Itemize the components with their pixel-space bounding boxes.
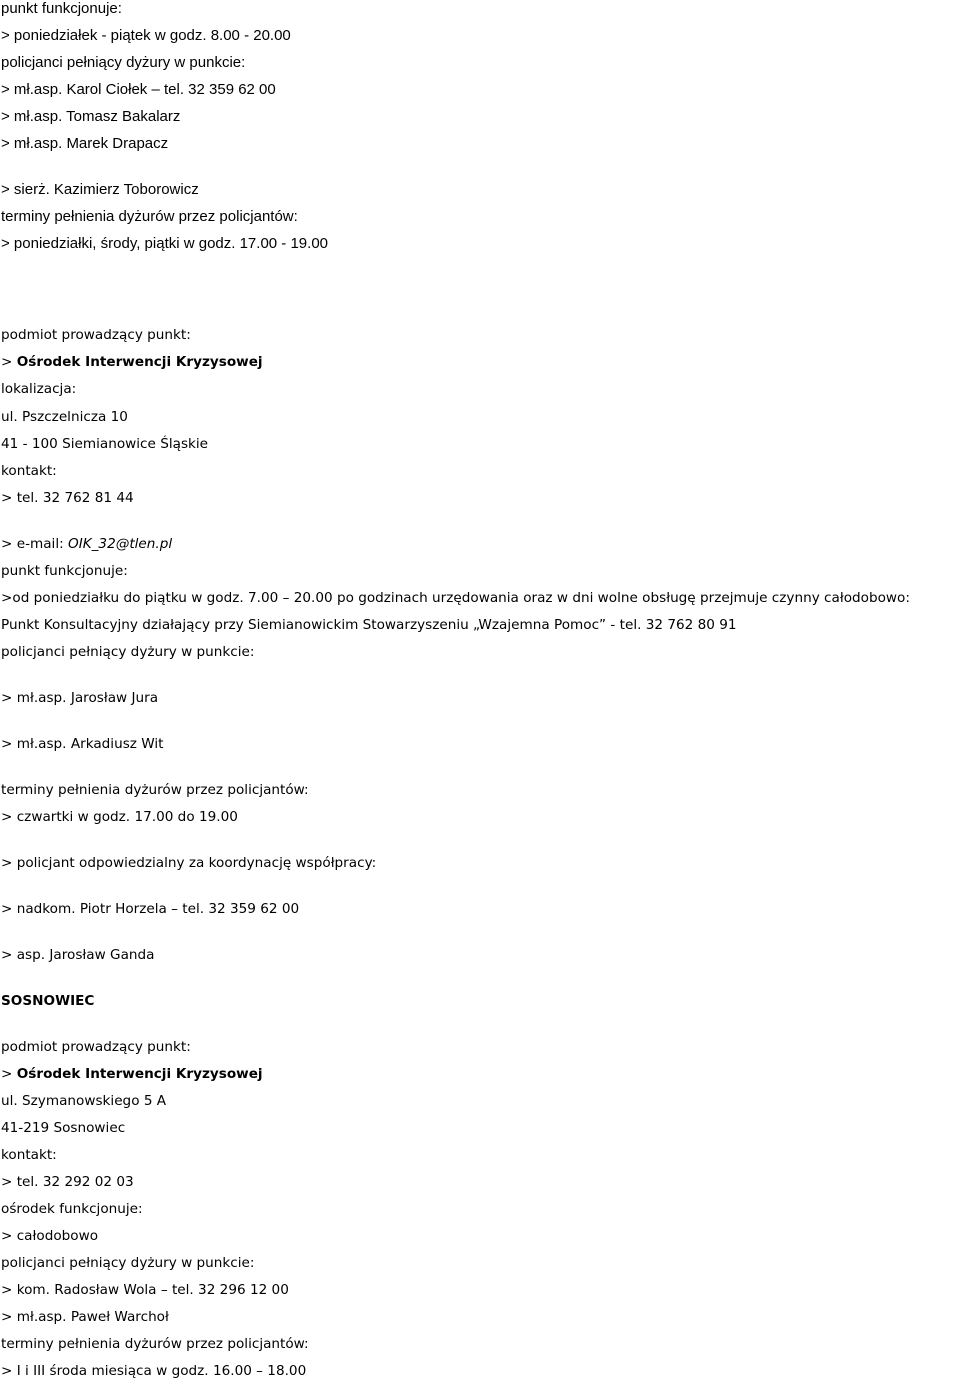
officer-line: > nadkom. Piotr Horzela – tel. 32 359 62 00 (1, 901, 300, 917)
operator-prefix: > (1, 354, 17, 370)
officer-line: > mł.asp. Tomasz Bakalarz (1, 108, 181, 125)
contact-email-line (1, 535, 172, 553)
contact-phone: > tel. 32 762 81 44 (1, 490, 134, 506)
section-label-hours: punkt funkcjonuje: (1, 0, 122, 17)
address-street: ul. Pszczelnicza 10 (1, 409, 128, 425)
consultation-point-line: Punkt Konsultacyjny działający przy Siemianowickim Stowarzyszeniu „Wzajemna Pomoc” - tel. 32 762 80 91 (1, 617, 737, 633)
address-street: ul. Szymanowskiego 5 A (1, 1093, 167, 1109)
officer-line: > kom. Radosław Wola – tel. 32 296 12 00 (1, 1282, 289, 1298)
officer-line: > mł.asp. Jarosław Jura (1, 690, 159, 706)
duty-terms-line: > I i III środa miesiąca w godz. 16.00 – 18.00 (1, 1363, 307, 1379)
section-label-duty-terms: terminy pełnienia dyżurów przez policjantów: (1, 782, 309, 798)
operator-line (1, 353, 263, 371)
section-label-hours: ośrodek funkcjonuje: (1, 1201, 143, 1217)
contact-phone: > tel. 32 292 02 03 (1, 1174, 134, 1190)
officer-line: > asp. Jarosław Ganda (1, 947, 155, 963)
section-label-location: lokalizacja: (1, 381, 77, 397)
coordinator-label: > policjant odpowiedzialny za koordynację współpracy: (1, 855, 377, 871)
email-link[interactable]: OIK_32@tlen.pl (68, 536, 173, 552)
hours-line: > całodobowo (1, 1228, 99, 1244)
duty-terms-line: > poniedziałki, środy, piątki w godz. 17.00 - 19.00 (1, 235, 328, 252)
operator-prefix: > (1, 1066, 17, 1082)
section-label-hours: punkt funkcjonuje: (1, 563, 128, 579)
section-label-duty-terms: terminy pełnienia dyżurów przez policjantów: (1, 208, 298, 225)
section-label-officers: policjanci pełniący dyżury w punkcie: (1, 644, 255, 660)
section-label-operator: podmiot prowadzący punkt: (1, 327, 191, 343)
section-label-officers: policjanci pełniący dyżury w punkcie: (1, 54, 246, 71)
address-city: 41 - 100 Siemianowice Śląskie (1, 436, 209, 452)
address-city: 41-219 Sosnowiec (1, 1120, 126, 1136)
section-label-duty-terms: terminy pełnienia dyżurów przez policjantów: (1, 1336, 309, 1352)
email-prefix: > e-mail: (1, 536, 69, 552)
section-label-contact: kontakt: (1, 1147, 57, 1163)
city-heading: SOSNOWIEC (1, 993, 95, 1009)
duty-terms-line: > czwartki w godz. 17.00 do 19.00 (1, 809, 238, 825)
section-label-contact: kontakt: (1, 463, 57, 479)
section-label-officers: policjanci pełniący dyżury w punkcie: (1, 1255, 255, 1271)
officer-line: > mł.asp. Marek Drapacz (1, 135, 169, 152)
officer-line: > sierż. Kazimierz Toborowicz (1, 181, 199, 198)
operator-name: Ośrodek Interwencji Kryzysowej (16, 1066, 263, 1082)
officer-line: > mł.asp. Arkadiusz Wit (1, 736, 164, 752)
hours-line: >od poniedziałku do piątku w godz. 7.00 – 20.00 po godzinach urzędowania oraz w dni wolne obsługę przejmuje czynny całodobowo: (1, 590, 910, 606)
operator-line (1, 1065, 263, 1083)
officer-line: > mł.asp. Karol Ciołek – tel. 32 359 62 00 (1, 81, 276, 98)
hours-line: > poniedziałek - piątek w godz. 8.00 - 20.00 (1, 27, 291, 44)
operator-name: Ośrodek Interwencji Kryzysowej (16, 354, 263, 370)
section-label-operator: podmiot prowadzący punkt: (1, 1039, 191, 1055)
officer-line: > mł.asp. Paweł Warchoł (1, 1309, 169, 1325)
